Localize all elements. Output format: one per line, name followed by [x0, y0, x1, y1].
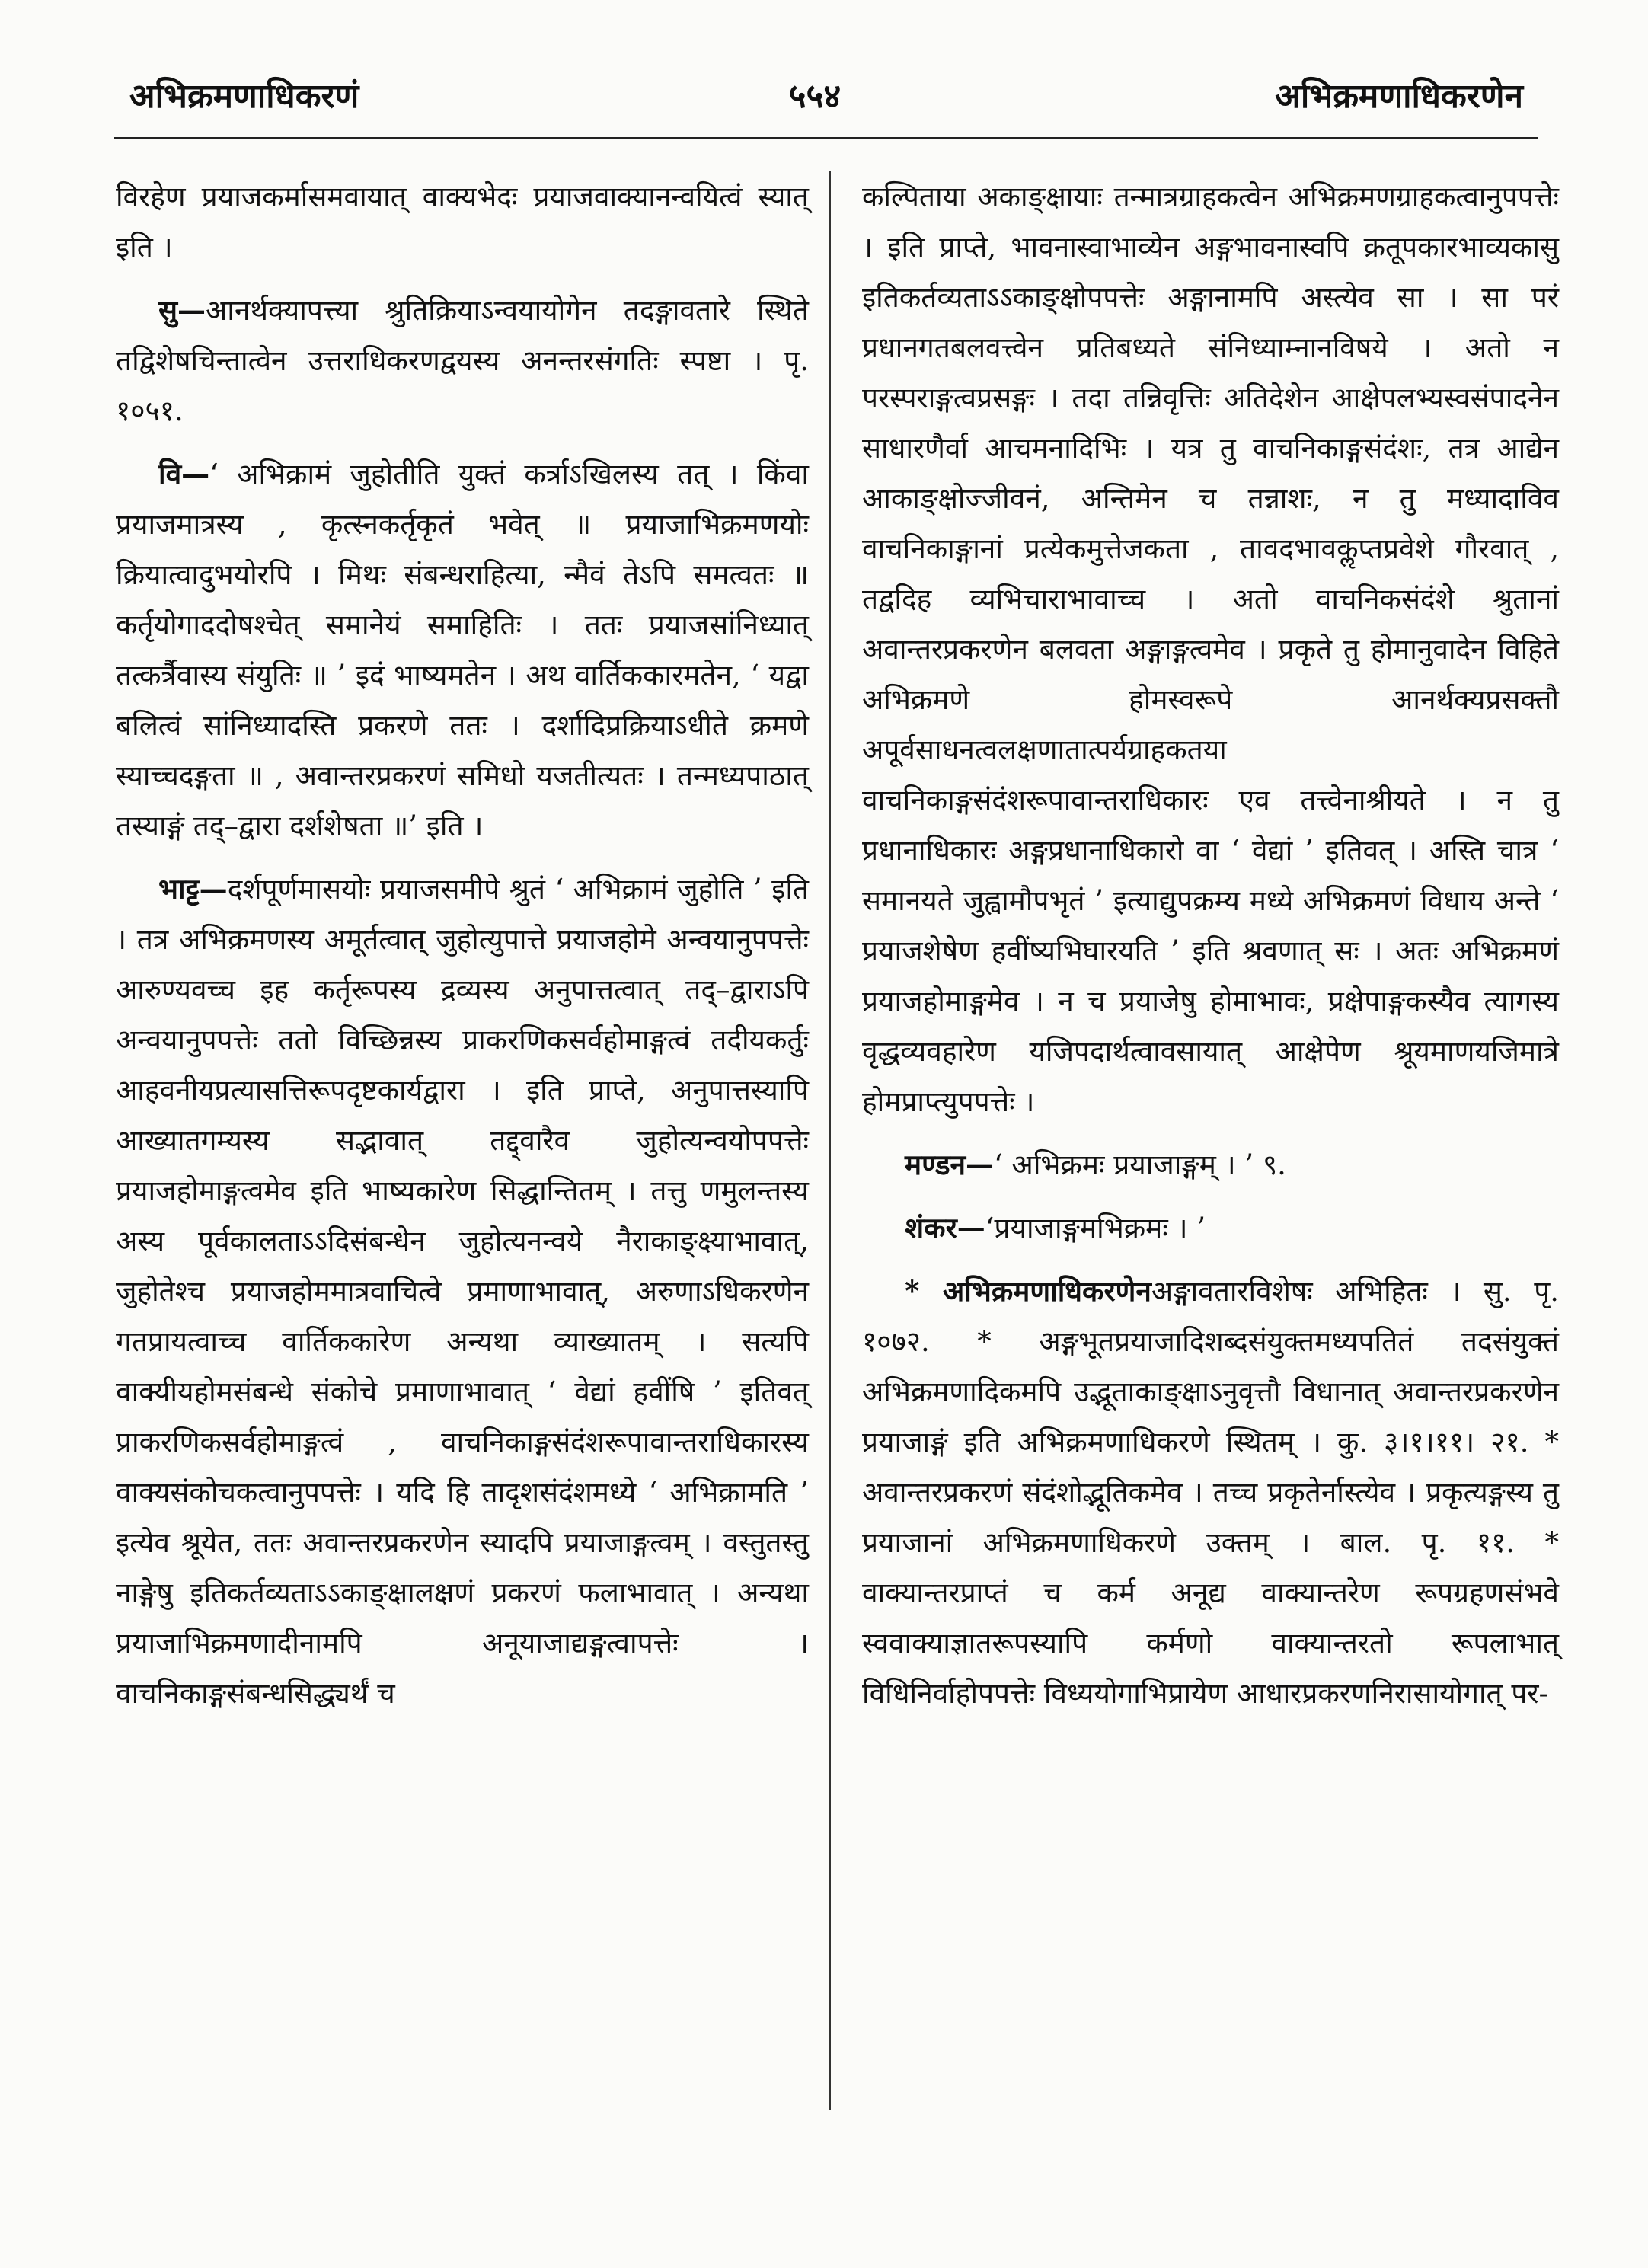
paragraph-label: भाट्ट—: [158, 872, 228, 906]
right-column: [862, 171, 1559, 1731]
paragraph-label: वि—: [158, 457, 210, 490]
paragraph-text: अङ्गावतारविशेषः अभिहितः । सु. पृ. १०७२. * अङ्गभूतप्रयाजादिशब्दसंयुक्तमध्यपतितं तदसंयुक्तं अभिक्रमणादिकमपि उद्भूताकाङ्क्षाऽनुवृत्तौ विधानात् अवान्तरप्रकरणेन प्रयाजाङ्गं इति अभिक्रमणाधिकरणे स्थितम् । कु. ३।१।११। २१. * अवान्तरप्रकरणं संदंशोद्भूतिकमेव । तच्च प्रकृतेर्नास्त्येव । प्रकृत्यङ्गस्य तु प्रयाजानां अभिक्रमणाधिकरणे उक्तम् । बाल. पृ. ११. * वाक्यान्तरप्राप्तं च कर्म अनूद्य वाक्यान्तरेण रूपग्रहणसंभवे स्ववाक्याज्ञातरूपस्यापि कर्मणो वाक्यान्तरतो रूपलाभात् विधिनिर्वाहोपपत्तेः विध्ययोगाभिप्रायेण आधारप्रकरणनिरासायोगात् पर-: [862, 1275, 1559, 1710]
paragraph: [116, 171, 809, 273]
paragraph-label: शंकर—: [905, 1211, 985, 1244]
page-header: [107, 64, 1523, 125]
paragraph-label: मण्डन—: [905, 1148, 995, 1181]
paragraph: [116, 285, 809, 436]
paragraph-text: कल्पिताया अकाङ्क्षायाः तन्मात्रग्राहकत्वेन अभिक्रमणग्राहकत्वानुपपत्तेः । इति प्राप्ते, भावनास्वाभाव्येन अङ्गभावनास्वपि क्रतूपकारभाव्यकासु इतिकर्तव्यताऽऽकाङ्क्षोपपत्तेः अङ्गानामपि अस्त्येव सा । सा परं प्रधानगतबलवत्त्वेन प्रतिबध्यते संनिध्याम्नानविषये । अतो न परस्पराङ्गत्वप्रसङ्गः । तदा तन्निवृत्तिः अतिदेशेन आक्षेपलभ्यस्वसंपादनेन साधारणैर्वा आचमनादिभिः । यत्र तु वाचनिकाङ्गसंदंशः, तत्र आद्येन आकाङ्क्षोज्जीवनं, अन्तिमेन च तन्नाशः, न तु मध्यादाविव वाचनिकाङ्गानां प्रत्येकमुत्तेजकता , तावदभावकॢप्तप्रवेशे गौरवात् , तद्वदिह व्यभिचाराभावाच्च । अतो वाचनिकसंदंशे श्रुतानां अवान्तरप्रकरणेन बलवता अङ्गाङ्गत्वमेव । प्रकृते तु होमानुवादेन विहिते अभिक्रमणे होमस्वरूपे आनर्थक्यप्रसक्तौ अपूर्वसाधनत्वलक्षणातात्पर्यग्राहकतया वाचनिकाङ्गसंदंशरूपावान्तराधिकारः एव तत्त्वेनाश्रीयते । न तु प्रधानाधिकारः अङ्गप्रधानाधिकारो वा ‘ वेद्यां ’ इतिवत् । अस्ति चात्र ‘ समानयते जुह्वामौपभृतं ’ इत्याद्युपक्रम्य मध्ये अभिक्रमणं विधाय अन्ते ‘ प्रयाजशेषेण हवींष्यभिघारयति ’ इति श्रवणात् सः । अतः अभिक्रमणं प्रयाजहोमाङ्गमेव । न च प्रयाजेषु होमाभावः, प्रक्षेपाङ्गकस्यैव त्यागस्य वृद्धव्यवहारेण यजिपदार्थत्वावसायात् आक्षेपेण श्रूयमाणयजिमात्रे होमप्राप्त्युपपत्तेः ।: [862, 180, 1559, 1118]
paragraph-text: विरहेण प्रयाजकर्मासमवायात् वाक्यभेदः प्रयाजवाक्यानन्वयित्वं स्यात् इति ।: [116, 180, 809, 264]
header-rule: [114, 137, 1538, 139]
paragraph: [862, 1139, 1559, 1190]
paragraph: [862, 1203, 1559, 1254]
running-head-right: अभिक्रमणाधिकरणेन: [1275, 77, 1523, 116]
paragraph-text: ‘ अभिक्रामं जुहोतीति युक्तं कर्त्राऽखिलस्य तत् । किंवा प्रयाजमात्रस्य , कृत्स्नकर्तृकृतं भवेत् ॥ प्रयाजाभिक्रमणयोः क्रियात्वादुभयोरपि । मिथः संबन्धराहित्या, न्मैवं तेऽपि समत्वतः ॥ कर्तृयोगाददोषश्चेत् समानेयं समाहितिः । ततः प्रयाजसांनिध्यात् तत्कर्त्रैवास्य संयुतिः ॥ ’ इदं भाष्यमतेन । अथ वार्तिककारमतेन, ‘ यद्वा बलित्वं सांनिध्यादस्ति प्रकरणे ततः । दर्शादिप्रक्रियाऽधीते क्रमणे स्याच्चदङ्गता ॥ , अवान्तरप्रकरणं समिधो यजतीत्यतः । तन्मध्यपाठात् तस्याङ्गं तद्–द्वारा दर्शशेषता ॥’ इति ।: [116, 458, 809, 842]
paragraph-label: * अभिक्रमणाधिकरणेन: [905, 1274, 1151, 1308]
running-head-left: अभिक्रमणाधिकरणं: [129, 77, 359, 116]
paragraph-text: दर्शपूर्णमासयोः प्रयाजसमीपे श्रुतं ‘ अभिक्रामं जुहोति ’ इति । तत्र अभिक्रमणस्य अमूर्तत्वात् जुहोत्युपात्ते प्रयाजहोमे अन्वयानुपपत्तेः आरुण्यवच्च इह कर्तृरूपस्य द्रव्यस्य अनुपात्तत्वात् तद्–द्वाराऽपि अन्वयानुपपत्तेः ततो विच्छिन्नस्य प्राकरणिकसर्वहोमाङ्गत्वं तदीयकर्तुः आहवनीयप्रत्यासत्तिरूपदृष्टकार्यद्वारा । इति प्राप्ते, अनुपात्तस्यापि आख्यातगम्यस्य सद्भावात् तद्द्वारैव जुहोत्यन्वयोपपत्तेः प्रयाजहोमाङ्गत्वमेव इति भाष्यकारेण सिद्धान्तितम् । तत्तु णमुलन्तस्य अस्य पूर्वकालताऽऽदिसंबन्धेन जुहोत्यनन्वये नैराकाङ्क्ष्याभावात्, जुहोतेश्च प्रयाजहोममात्रवाचित्वे प्रमाणाभावात्, अरुणाऽधिकरणेन गतप्रायत्वाच्च वार्तिककारेण अन्यथा व्याख्यातम् । सत्यपि वाक्यीयहोमसंबन्धे संकोचे प्रमाणाभावात् ‘ वेद्यां हवींषि ’ इतिवत् प्राकरणिकसर्वहोमाङ्गत्वं , वाचनिकाङ्गसंदंशरूपावान्तराधिकारस्य वाक्यसंकोचकत्वानुपपत्तेः । यदि हि तादृशसंदंशमध्ये ‘ अभिक्रामति ’ इत्येव श्रूयेत, ततः अवान्तरप्रकरणेन स्यादपि प्रयाजाङ्गत्वम् । वस्तुतस्तु नाङ्गेषु इतिकर्तव्यताऽऽकाङ्क्षालक्षणं प्रकरणं फलाभावात् । अन्यथा प्रयाजाभिक्रमणादीनामपि अनूयाजाद्यङ्गत्वापत्तेः । वाचनिकाङ्गसंबन्धसिद्ध्यर्थं च: [116, 873, 809, 1710]
paragraph: [862, 171, 1559, 1127]
left-column: [116, 171, 809, 1731]
column-divider: [829, 171, 831, 2110]
page-number: ५५४: [788, 77, 842, 116]
paragraph-text: ‘ अभिक्रमः प्रयाजाङ्गम् । ’ ९.: [994, 1148, 1286, 1181]
paragraph: [116, 864, 809, 1719]
paragraph: [116, 449, 809, 851]
paragraph-text: ‘प्रयाजाङ्गमभिक्रमः । ’: [985, 1212, 1206, 1244]
paragraph-label: सु—: [158, 293, 206, 327]
paragraph-text: आनर्थक्यापत्त्या श्रुतिक्रियाऽन्वयायोगेन तदङ्गावतारे स्थिते तद्विशेषचिन्तात्वेन उत्तराधिकरणद्वयस्य अनन्तरसंगतिः स्पष्टा । पृ. १०५१.: [116, 294, 809, 427]
paragraph: [862, 1266, 1559, 1719]
